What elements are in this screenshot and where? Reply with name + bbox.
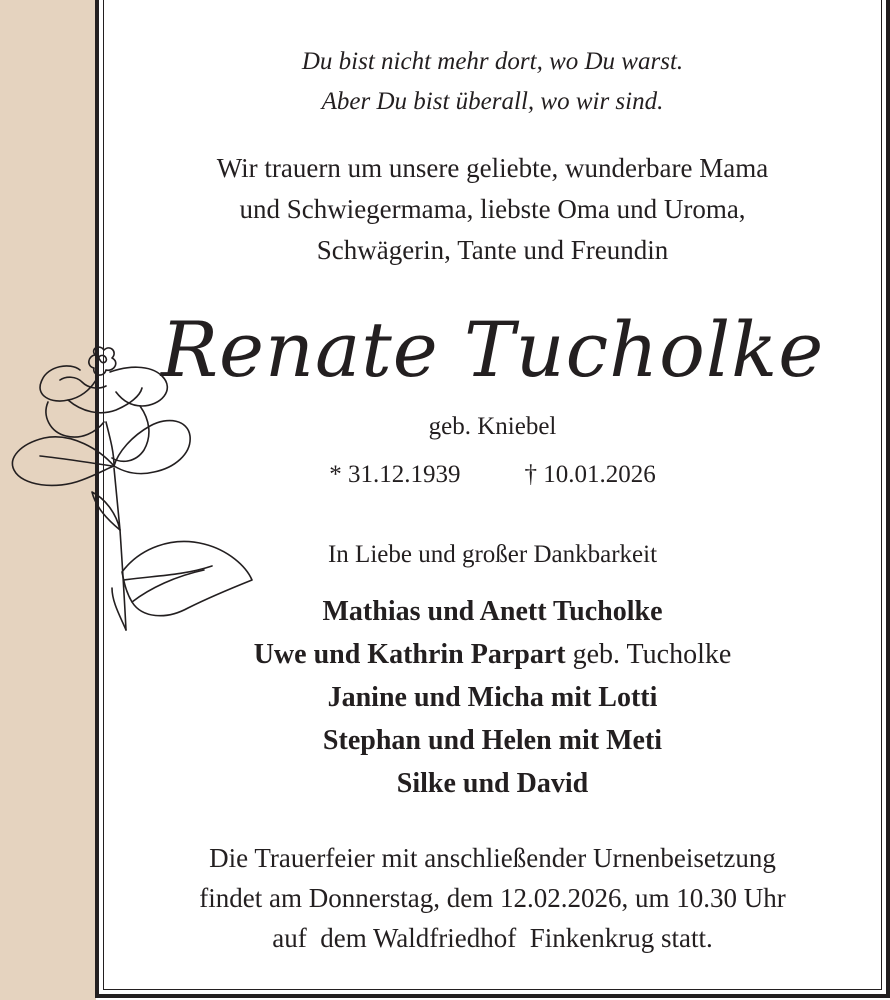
intro-line: und Schwiegermama, liebste Oma und Uroma, xyxy=(239,194,746,224)
list-item xyxy=(103,719,882,762)
motto xyxy=(103,42,882,122)
intro-line: Schwägerin, Tante und Freundin xyxy=(316,235,669,265)
mourner-suffix: geb. Tucholke xyxy=(565,639,732,670)
service-line: findet am Donnerstag, dem 12.02.2026, um 10.30 Uhr xyxy=(199,883,786,913)
mourner-name: Mathias und Anett Tucholke xyxy=(322,596,663,627)
service-line: Die Trauerfeier mit anschließender Urnenbeisetzung xyxy=(209,843,776,873)
list-item xyxy=(103,633,882,676)
funeral-service-info xyxy=(103,838,882,958)
list-item xyxy=(103,676,882,719)
motto-line: Aber Du bist überall, wo wir sind. xyxy=(321,88,664,115)
mourner-name: Janine und Micha mit Lotti xyxy=(327,682,658,713)
mourner-name: Uwe und Kathrin Parpart xyxy=(253,639,566,670)
gratitude-line: In Liebe und großer Dankbarkeit xyxy=(327,541,658,568)
service-line: auf dem Waldfriedhof Finkenkrug statt. xyxy=(272,923,713,953)
intro-line: Wir trauern um unsere geliebte, wunderbare Mama xyxy=(216,153,769,183)
deceased-name: Renate Tucholke xyxy=(160,305,825,394)
mourning-intro xyxy=(103,148,882,271)
list-item xyxy=(103,590,882,633)
birth-name: geb. Kniebel xyxy=(428,413,557,440)
mourner-name: Stephan und Helen mit Meti xyxy=(322,725,663,756)
mourner-name: Silke und David xyxy=(396,768,589,799)
mourners-list xyxy=(103,590,882,805)
motto-line: Du bist nicht mehr dort, wo Du warst. xyxy=(301,48,684,75)
death-date: † 10.01.2026 xyxy=(524,461,656,488)
list-item xyxy=(103,762,882,805)
life-dates xyxy=(103,458,882,492)
birth-date: * 31.12.1939 xyxy=(329,461,461,488)
